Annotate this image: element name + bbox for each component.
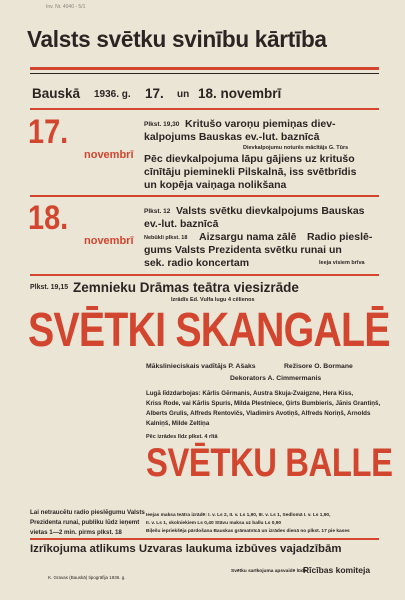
nov17-line5: un kopēja vaiņaga nolikšana [144,179,287,191]
nov17-line1: Kritušo varoņu piemiņas diev- [185,118,336,130]
cast-line3: Alberts Grulis, Alfreds Rentovičs, Vladimirs Avotiņš, Alfreds Noriņš, Arnolds [146,410,371,417]
ball-note-1: Lai netraucētu radio pieslēgumu Valsts [30,509,145,516]
nov17-day: 17. [28,113,69,151]
ball-title: SVĒTKU BALLE [146,441,393,485]
page-title: Valsts svētku svinību kārtība [27,26,327,52]
nov18-line3a: Aizsargu nama zālē [199,231,297,243]
nov18-time: Plkst. 12 [144,208,171,215]
decorator: Dekorators A. Cimmermanis [230,375,322,382]
ball-note-3: vietas 1—2 min. pirms plkst. 18 [30,529,122,536]
ticket-prices-3: Biļešu iepriekšēja pārdošana Bauskas grāmatnīcā un izrādes dienā no plkst. 17 pie kases [146,529,350,534]
footer-rule [30,538,379,540]
proceeds-line: Izrīkojuma atlikums Uzvaras laukuma izbūves vajadzībām [30,543,342,555]
director: Režisore O. Bormane [284,363,353,370]
year: 1936. g. [94,89,131,100]
nov18-line4: gums Valsts Prezidenta svētku runai un [144,244,342,256]
title-rule-thin [30,73,379,74]
inventory-note: Inv. Nr. 4040 - 5/1 [46,4,86,10]
after-note: Pēc izrādes līdz plkst. 4 rītā [146,434,218,440]
town: Bauskā [32,86,81,101]
date-day1: 17. [145,86,164,101]
title-rule [30,67,379,70]
committee: Rīcības komiteja [303,565,371,575]
cast-line1: Lugā līdzdarbojas: Kārlis Gērmanis, Austra Skuja-Zvaigzne, Hera Kiss, [146,390,354,397]
nov17-time: Plkst. 19,30 [144,121,180,128]
printer-note: K. Gravas (Bauskā) tipogrāfija 1936. g. [48,575,126,580]
nov18-line2: ev.-lut. baznīcā [144,218,219,230]
nov17-month: novembrī [84,149,134,161]
committee-note: Svētku sarīkojuma apsvaidē lūdz [231,569,307,574]
ticket-prices-1: Ieejas maksa teātra izrādē: I. v. Ls 2, II. v. Ls 1,90, III. v. Ls 1, Sedlomā I. v. Ls 1,90, [146,513,331,518]
nov18-rule [30,274,379,276]
nov17-line2: kalpojums Bauskas ev.-lut. baznīcā [144,131,320,143]
nov18-line1: Valsts svētku dievkalpojums Bauskas [176,205,365,217]
nov18-time2: Nebūkli plkst. 18 [144,235,188,241]
date-day2: 18. novembrī [198,86,282,101]
nov17-note: Dievkalpojumu noturēs mācītājs G. Tūrs [243,145,349,151]
cast-line2: Kriss Rode, vai Kārlis Spuris, Milda Plestniece, Ģirts Bumbieris, Jānis Grantiņš, [146,400,381,407]
theatre-subnote: Izrādīs Ed. Vulfa lugu 4 cēlienos [171,297,255,303]
ball-note-2: Prezidenta runai, publiku lūdz ieņemt [30,519,140,526]
nov17-line4: cīnītāju pieminekli Pilskalnā, iss svētbrīdis [144,166,357,178]
nov17-rule [30,195,379,197]
theatre-heading: Zemnieku Drāmas teātra viesizrāde [73,280,299,295]
nov18-month: novembrī [84,235,134,247]
artistic-director: Mākslinieciskais vadītājs P. Ašaks [146,363,256,370]
nov18-entry-note: Ieeja visiem brīva [319,260,365,266]
nov18-day: 18. [28,199,69,237]
ticket-prices-2: II. v. Ls 1, skolniekiem Ls 0,40 Stāvu maksa uz ballu Ls 0,90 [146,521,282,526]
cast-line4: Kalniņš, Milde Zeltiņa [146,420,210,427]
nov18-line5: sek. radio koncertam [144,257,250,269]
date-and: un [177,89,190,100]
nov17-line3: Pēc dievkalpojuma lāpu gājiens uz kritušo [144,153,355,165]
date-rule [30,108,379,110]
theatre-time: Plkst. 19,15 [30,284,69,291]
play-title: SVĒTKI SKANGALĒ [28,304,390,357]
nov18-line3b: Radio pieslē- [307,231,373,243]
